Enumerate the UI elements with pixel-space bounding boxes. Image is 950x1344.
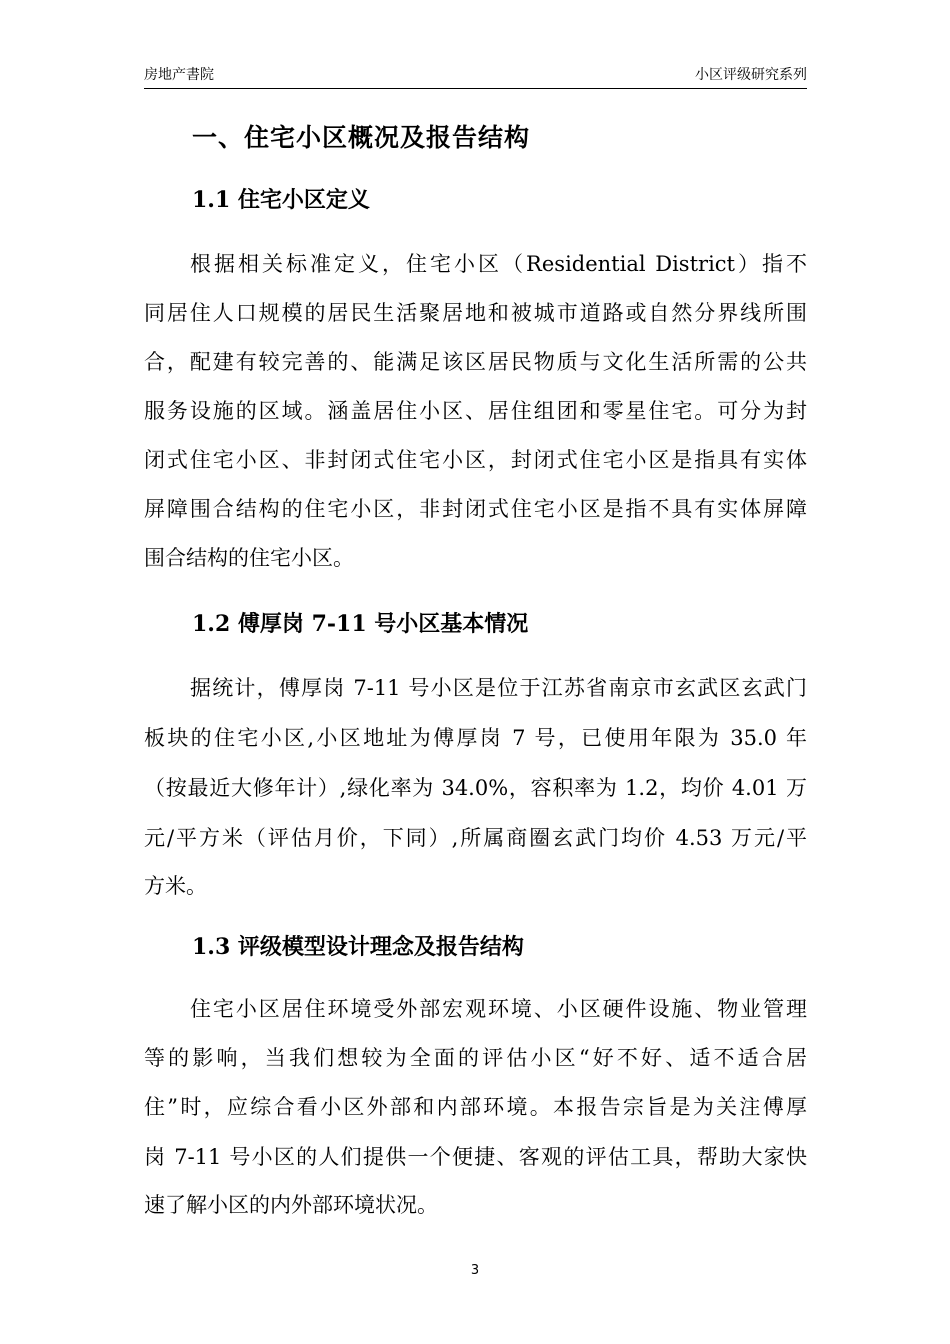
paragraph-line: 速了解小区的内外部环境状况。 xyxy=(144,1193,438,1217)
page-number: 3 xyxy=(470,1263,480,1278)
paragraph-line: 据统计，傅厚岗 7-11 号小区是位于江苏省南京市玄武区玄武门 xyxy=(190,676,807,700)
paragraph-line: 服务设施的区域。涵盖居住小区、居住组团和零星住宅。可分为封 xyxy=(144,399,807,423)
paragraph-line: 岗 7-11 号小区的人们提供一个便捷、客观的评估工具，帮助大家快 xyxy=(144,1145,807,1169)
paragraph-line: 同居住人口规模的居民生活聚居地和被城市道路或自然分界线所围 xyxy=(144,301,807,325)
paragraph-line: 住宅小区居住环境受外部宏观环境、小区硬件设施、物业管理 xyxy=(190,997,807,1021)
section-heading-1-3: 1.3 评级模型设计理念及报告结构 xyxy=(192,934,524,960)
paragraph-line: 闭式住宅小区、非封闭式住宅小区，封闭式住宅小区是指具有实体 xyxy=(144,448,807,472)
paragraph-line: 板块的住宅小区,小区地址为傅厚岗 7 号，已使用年限为 35.0 年 xyxy=(144,726,807,750)
paragraph-line: 根据相关标准定义，住宅小区（Residential District）指不 xyxy=(190,252,807,276)
chapter-title: 一、住宅小区概况及报告结构 xyxy=(192,123,531,152)
paragraph-line: 合，配建有较完善的、能满足该区居民物质与文化生活所需的公共 xyxy=(144,350,807,374)
paragraph-line: （按最近大修年计）,绿化率为 34.0%，容积率为 1.2，均价 4.01 万 xyxy=(144,776,807,800)
section-heading-1-1: 1.1 住宅小区定义 xyxy=(192,187,370,213)
page-header xyxy=(144,64,807,86)
header-series: 小区评级研究系列 xyxy=(695,67,807,83)
paragraph-line: 屏障围合结构的住宅小区，非封闭式住宅小区是指不具有实体屏障 xyxy=(144,497,807,521)
paragraph-line: 元/平方米（评估月价，下同）,所属商圈玄武门均价 4.53 万元/平 xyxy=(144,826,807,850)
paragraph-line: 住”时，应综合看小区外部和内部环境。本报告宗旨是为关注傅厚 xyxy=(144,1095,807,1119)
header-publisher: 房地产書院 xyxy=(144,67,214,83)
paragraph-line: 方米。 xyxy=(144,874,207,898)
header-divider xyxy=(144,88,807,89)
paragraph-line: 围合结构的住宅小区。 xyxy=(144,546,354,570)
paragraph-line: 等的影响，当我们想较为全面的评估小区“好不好、适不适合居 xyxy=(144,1046,807,1070)
section-heading-1-2: 1.2 傅厚岗 7-11 号小区基本情况 xyxy=(192,611,529,637)
